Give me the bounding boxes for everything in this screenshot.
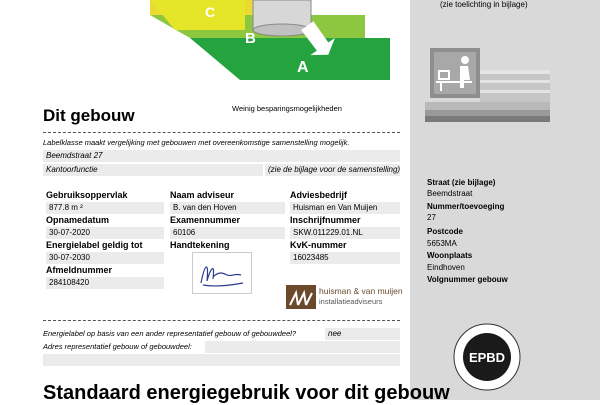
postcode-value: 5653MA [427,239,457,248]
signature-image [193,253,251,293]
advisor-label: Naam adviseur [170,190,235,200]
company-logo-name: huisman & van muijen [319,286,403,296]
energy-class-c-bar [150,0,245,30]
side-note: (zie toelichting in bijlage) [440,0,528,9]
signature-label: Handtekening [170,240,230,250]
address-field: Beemdstraat 27 [43,150,400,162]
valid-label: Energielabel geldig tot [46,240,143,250]
company-logo-subtitle: installatieadviseurs [319,297,383,306]
page-title: Dit gebouw [43,106,135,125]
number-value: 27 [427,213,436,222]
advisor-value: B. van den Hoven [170,202,285,214]
function-note: (zie de bijlage voor de samenstelling) [265,164,400,176]
company-logo [286,285,403,309]
section-title: Standaard energiegebruik voor dit gebouw [43,382,450,404]
registration-value: SKW.011229.01.NL [290,227,400,239]
company-label: Adviesbedrijf [290,190,348,200]
energy-label-graphic [150,0,410,90]
intro-text: Labelklasse maakt vergelijking met gebouwen met overeenkomstige samenstelling mogelijk. [43,138,350,147]
epbd-seal-icon [452,322,522,392]
sequence-label: Volgnummer gebouw [427,275,508,284]
area-label: Gebruiksoppervlak [46,190,128,200]
office-building-icon [420,40,600,135]
divider [43,132,400,133]
city-label: Woonplaats [427,251,473,260]
street-value: Beemdstraat [427,189,473,198]
kvk-value: 16023485 [290,252,400,264]
date-value: 30-07-2020 [46,227,164,239]
representative-address-field [205,341,400,353]
company-value: Huisman en Van Muijen [290,202,400,214]
energy-class-b-letter: B [245,30,256,47]
signature-box [192,252,252,294]
energy-class-a-letter: A [297,59,309,76]
registration-label: Inschrijfnummer [290,215,361,225]
function-field: Kantoorfunctie [43,164,263,176]
cert-value: 284108420 [46,277,164,289]
number-label: Nummer/toevoeging [427,202,505,211]
label-caption: Weinig besparingsmogelijkheden [232,104,342,113]
representative-answer: nee [325,328,400,340]
exam-value: 60106 [170,227,285,239]
company-logo-mark [286,285,316,309]
kvk-label: KvK-nummer [290,240,347,250]
representative-address-label: Adres representatief gebouw of gebouwdeel: [43,342,192,351]
city-value: Eindhoven [427,263,465,272]
representative-address-field-2 [43,354,400,366]
seal-text: EPBD [468,350,506,365]
exam-label: Examennummer [170,215,241,225]
energy-class-a-bar [190,38,390,80]
divider [43,320,400,321]
cert-label: Afmeldnummer [46,265,113,275]
area-value: 877.8 m ² [46,202,164,214]
street-label: Straat (zie bijlage) [427,178,496,187]
representative-question: Energielabel op basis van een ander representatief gebouw of gebouwdeel? [43,329,297,338]
energy-class-c-letter: C [205,4,216,20]
date-label: Opnamedatum [46,215,110,225]
postcode-label: Postcode [427,227,464,236]
valid-value: 30-07-2030 [46,252,164,264]
